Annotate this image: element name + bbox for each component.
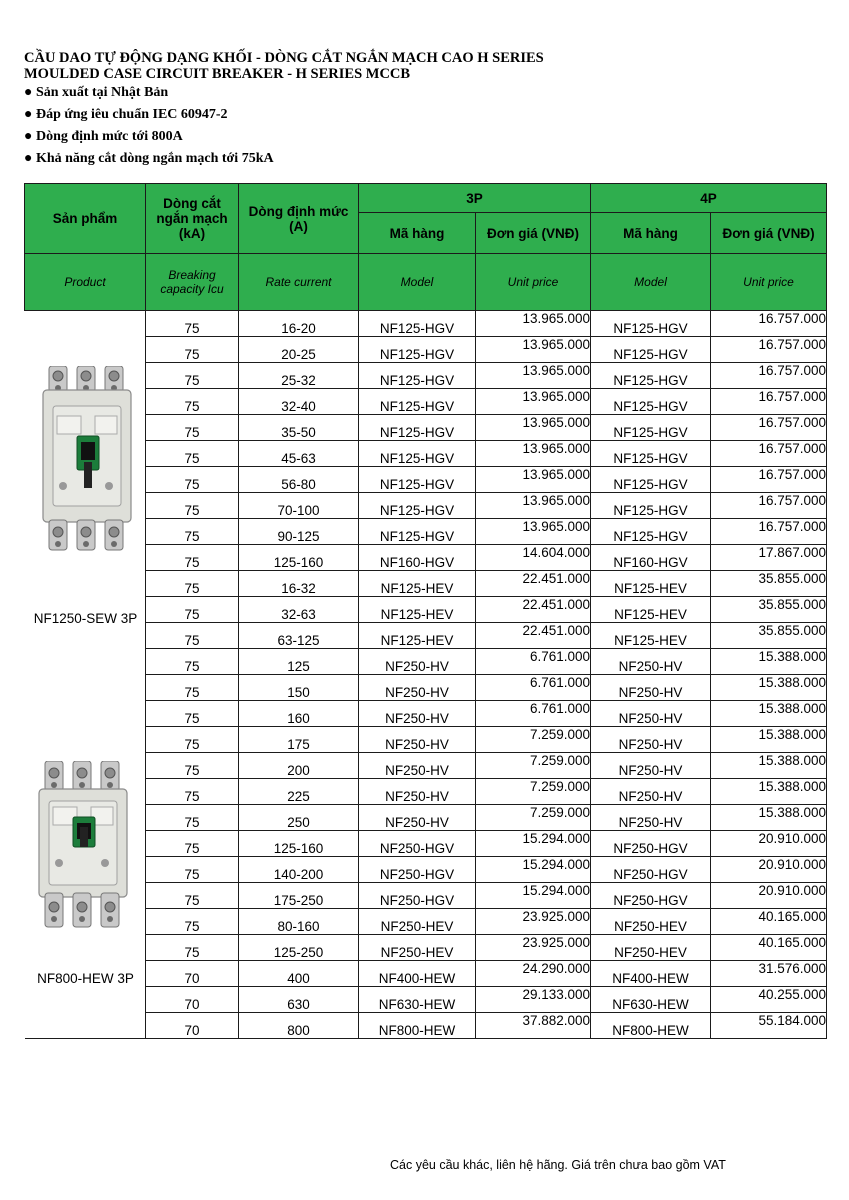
model-3p-cell: NF160-HGV [359,545,476,571]
breaking-capacity-cell: 75 [146,883,239,909]
model-3p-cell: NF800-HEW [359,1013,476,1039]
breaking-capacity-cell: 75 [146,545,239,571]
price-4p-cell: 15.388.000 [711,779,827,805]
price-4p-cell: 20.910.000 [711,857,827,883]
price-4p-cell: 15.388.000 [711,727,827,753]
model-4p-cell: NF125-HEV [591,623,711,649]
header-price-3p-en: Unit price [476,254,591,311]
price-3p-cell: 22.451.000 [476,623,591,649]
price-4p-cell: 16.757.000 [711,337,827,363]
model-3p-cell: NF125-HGV [359,337,476,363]
rated-current-cell: 125-250 [239,935,359,961]
model-4p-cell: NF125-HGV [591,415,711,441]
breaking-capacity-cell: 75 [146,311,239,337]
price-4p-cell: 16.757.000 [711,389,827,415]
model-4p-cell: NF250-HGV [591,831,711,857]
header-breaking-en: Breaking capacity Icu [146,254,239,311]
price-3p-cell: 13.965.000 [476,337,591,363]
price-3p-cell: 23.925.000 [476,909,591,935]
breaking-capacity-cell: 75 [146,753,239,779]
product-label: NF800-HEW 3P [37,971,134,986]
model-4p-cell: NF125-HGV [591,519,711,545]
product-label: NF1250-SEW 3P [33,611,138,626]
rated-current-cell: 16-20 [239,311,359,337]
model-3p-cell: NF250-HEV [359,909,476,935]
price-4p-cell: 16.757.000 [711,363,827,389]
rated-current-cell: 140-200 [239,857,359,883]
price-4p-cell: 15.388.000 [711,753,827,779]
breaker-hew-image [35,761,131,934]
model-4p-cell: NF125-HGV [591,311,711,337]
model-3p-cell: NF125-HGV [359,493,476,519]
model-4p-cell: NF250-HV [591,753,711,779]
breaking-capacity-cell: 75 [146,831,239,857]
rated-current-cell: 225 [239,779,359,805]
breaking-capacity-cell: 75 [146,909,239,935]
model-3p-cell: NF630-HEW [359,987,476,1013]
price-3p-cell: 15.294.000 [476,883,591,909]
model-3p-cell: NF125-HGV [359,441,476,467]
price-4p-cell: 20.910.000 [711,883,827,909]
rated-current-cell: 20-25 [239,337,359,363]
model-3p-cell: NF250-HGV [359,831,476,857]
model-4p-cell: NF125-HGV [591,389,711,415]
header-model-3p-en: Model [359,254,476,311]
model-4p-cell: NF125-HGV [591,467,711,493]
price-3p-cell: 15.294.000 [476,857,591,883]
header-price-4p-en: Unit price [711,254,827,311]
product-column [25,311,146,1039]
price-4p-cell: 15.388.000 [711,701,827,727]
rated-current-cell: 63-125 [239,623,359,649]
model-3p-cell: NF250-HV [359,727,476,753]
rated-current-cell: 45-63 [239,441,359,467]
price-3p-cell: 13.965.000 [476,363,591,389]
breaker-sew-image [39,366,135,559]
header-model-4p-en: Model [591,254,711,311]
breaking-capacity-cell: 75 [146,337,239,363]
breaking-capacity-cell: 75 [146,597,239,623]
price-4p-cell: 15.388.000 [711,805,827,831]
model-4p-cell: NF125-HEV [591,571,711,597]
rated-current-cell: 250 [239,805,359,831]
footer-note: Các yêu cầu khác, liên hệ hãng. Giá trên chưa bao gồm VAT [390,1158,726,1172]
model-4p-cell: NF250-HV [591,805,711,831]
model-3p-cell: NF125-HEV [359,597,476,623]
price-table [24,183,827,1039]
table-row [25,311,827,337]
model-4p-cell: NF250-HEV [591,909,711,935]
header-model-4p: Mã hàng [591,213,711,254]
model-4p-cell: NF250-HV [591,701,711,727]
model-4p-cell: NF250-HV [591,779,711,805]
model-4p-cell: NF160-HGV [591,545,711,571]
breaking-capacity-cell: 75 [146,441,239,467]
rated-current-cell: 400 [239,961,359,987]
breaking-capacity-cell: 75 [146,701,239,727]
breaking-capacity-cell: 75 [146,623,239,649]
rated-current-cell: 125-160 [239,831,359,857]
model-4p-cell: NF125-HGV [591,337,711,363]
feature-bullet: ● Đáp ứng iêu chuẩn IEC 60947-2 [24,107,228,122]
price-4p-cell: 16.757.000 [711,415,827,441]
price-4p-cell: 15.388.000 [711,649,827,675]
rated-current-cell: 25-32 [239,363,359,389]
breaking-capacity-cell: 75 [146,935,239,961]
feature-bullet: ● Dòng định mức tới 800A [24,129,183,144]
price-4p-cell: 16.757.000 [711,467,827,493]
price-3p-cell: 37.882.000 [476,1013,591,1039]
breaking-capacity-cell: 75 [146,363,239,389]
feature-bullet: ● Sản xuất tại Nhật Bản [24,85,169,100]
breaking-capacity-cell: 75 [146,857,239,883]
rated-current-cell: 70-100 [239,493,359,519]
model-4p-cell: NF250-HGV [591,883,711,909]
rated-current-cell: 150 [239,675,359,701]
model-4p-cell: NF250-HV [591,649,711,675]
header-group-3p: 3P [359,184,591,213]
price-3p-cell: 6.761.000 [476,675,591,701]
price-3p-cell: 13.965.000 [476,441,591,467]
price-3p-cell: 13.965.000 [476,389,591,415]
rated-current-cell: 800 [239,1013,359,1039]
model-3p-cell: NF250-HV [359,779,476,805]
breaking-capacity-cell: 75 [146,675,239,701]
model-4p-cell: NF250-HGV [591,857,711,883]
price-4p-cell: 16.757.000 [711,493,827,519]
rated-current-cell: 35-50 [239,415,359,441]
price-3p-cell: 29.133.000 [476,987,591,1013]
price-3p-cell: 13.965.000 [476,467,591,493]
model-4p-cell: NF800-HEW [591,1013,711,1039]
model-3p-cell: NF400-HEW [359,961,476,987]
breaking-capacity-cell: 75 [146,493,239,519]
model-4p-cell: NF125-HGV [591,441,711,467]
title-english: MOULDED CASE CIRCUIT BREAKER - H SERIES MCCB [24,66,411,82]
price-3p-cell: 13.965.000 [476,519,591,545]
breaking-capacity-cell: 75 [146,467,239,493]
header-rated-current: Dòng định mức (A) [239,184,359,254]
price-4p-cell: 16.757.000 [711,441,827,467]
price-3p-cell: 7.259.000 [476,727,591,753]
model-3p-cell: NF250-HGV [359,883,476,909]
price-4p-cell: 20.910.000 [711,831,827,857]
price-3p-cell: 7.259.000 [476,753,591,779]
price-3p-cell: 24.290.000 [476,961,591,987]
price-3p-cell: 7.259.000 [476,805,591,831]
feature-bullet: ● Khả năng cắt dòng ngắn mạch tới 75kA [24,151,274,166]
breaking-capacity-cell: 75 [146,779,239,805]
header-group-4p: 4P [591,184,827,213]
model-3p-cell: NF250-HV [359,753,476,779]
price-4p-cell: 31.576.000 [711,961,827,987]
price-4p-cell: 15.388.000 [711,675,827,701]
breaking-capacity-cell: 70 [146,987,239,1013]
price-4p-cell: 40.255.000 [711,987,827,1013]
rated-current-cell: 56-80 [239,467,359,493]
header-breaking-capacity: Dòng cắt ngắn mạch (kA) [146,184,239,254]
title-vietnamese: CẦU DAO TỰ ĐỘNG DẠNG KHỐI - DÒNG CẮT NGẮN MẠCH CAO H SERIES [24,50,544,66]
header-rated-en: Rate current [239,254,359,311]
table-body [25,311,827,1039]
rated-current-cell: 630 [239,987,359,1013]
header-price-4p: Đơn giá (VNĐ) [711,213,827,254]
rated-current-cell: 80-160 [239,909,359,935]
header-model-3p: Mã hàng [359,213,476,254]
model-3p-cell: NF250-HGV [359,857,476,883]
model-3p-cell: NF125-HEV [359,623,476,649]
model-4p-cell: NF250-HV [591,675,711,701]
breaking-capacity-cell: 70 [146,961,239,987]
rated-current-cell: 125 [239,649,359,675]
model-3p-cell: NF125-HEV [359,571,476,597]
rated-current-cell: 175 [239,727,359,753]
breaking-capacity-cell: 75 [146,571,239,597]
rated-current-cell: 125-160 [239,545,359,571]
rated-current-cell: 175-250 [239,883,359,909]
header-price-3p: Đơn giá (VNĐ) [476,213,591,254]
breaking-capacity-cell: 70 [146,1013,239,1039]
model-4p-cell: NF250-HV [591,727,711,753]
price-4p-cell: 40.165.000 [711,909,827,935]
breaking-capacity-cell: 75 [146,519,239,545]
price-3p-cell: 13.965.000 [476,493,591,519]
header-product: Sản phẩm [25,184,146,254]
price-3p-cell: 13.965.000 [476,415,591,441]
model-3p-cell: NF250-HV [359,675,476,701]
rated-current-cell: 16-32 [239,571,359,597]
header-product-en: Product [25,254,146,311]
price-4p-cell: 16.757.000 [711,519,827,545]
price-4p-cell: 17.867.000 [711,545,827,571]
breaking-capacity-cell: 75 [146,415,239,441]
model-3p-cell: NF125-HGV [359,311,476,337]
price-3p-cell: 22.451.000 [476,597,591,623]
model-3p-cell: NF250-HV [359,649,476,675]
model-3p-cell: NF125-HGV [359,519,476,545]
price-3p-cell: 7.259.000 [476,779,591,805]
price-3p-cell: 6.761.000 [476,649,591,675]
price-3p-cell: 13.965.000 [476,311,591,337]
model-3p-cell: NF250-HV [359,805,476,831]
model-3p-cell: NF125-HGV [359,467,476,493]
model-3p-cell: NF125-HGV [359,389,476,415]
model-4p-cell: NF400-HEW [591,961,711,987]
price-4p-cell: 35.855.000 [711,623,827,649]
rated-current-cell: 160 [239,701,359,727]
model-3p-cell: NF250-HEV [359,935,476,961]
breaking-capacity-cell: 75 [146,727,239,753]
price-3p-cell: 6.761.000 [476,701,591,727]
model-4p-cell: NF125-HGV [591,493,711,519]
rated-current-cell: 32-40 [239,389,359,415]
title-block [24,50,544,170]
model-4p-cell: NF630-HEW [591,987,711,1013]
price-3p-cell: 23.925.000 [476,935,591,961]
price-4p-cell: 55.184.000 [711,1013,827,1039]
price-4p-cell: 35.855.000 [711,571,827,597]
price-3p-cell: 14.604.000 [476,545,591,571]
price-3p-cell: 15.294.000 [476,831,591,857]
breaking-capacity-cell: 75 [146,805,239,831]
price-4p-cell: 40.165.000 [711,935,827,961]
model-3p-cell: NF125-HGV [359,363,476,389]
product-panel [25,311,146,1038]
model-3p-cell: NF250-HV [359,701,476,727]
model-4p-cell: NF250-HEV [591,935,711,961]
breaking-capacity-cell: 75 [146,649,239,675]
rated-current-cell: 32-63 [239,597,359,623]
price-3p-cell: 22.451.000 [476,571,591,597]
model-4p-cell: NF125-HGV [591,363,711,389]
price-4p-cell: 16.757.000 [711,311,827,337]
price-4p-cell: 35.855.000 [711,597,827,623]
rated-current-cell: 90-125 [239,519,359,545]
rated-current-cell: 200 [239,753,359,779]
model-4p-cell: NF125-HEV [591,597,711,623]
model-3p-cell: NF125-HGV [359,415,476,441]
breaking-capacity-cell: 75 [146,389,239,415]
